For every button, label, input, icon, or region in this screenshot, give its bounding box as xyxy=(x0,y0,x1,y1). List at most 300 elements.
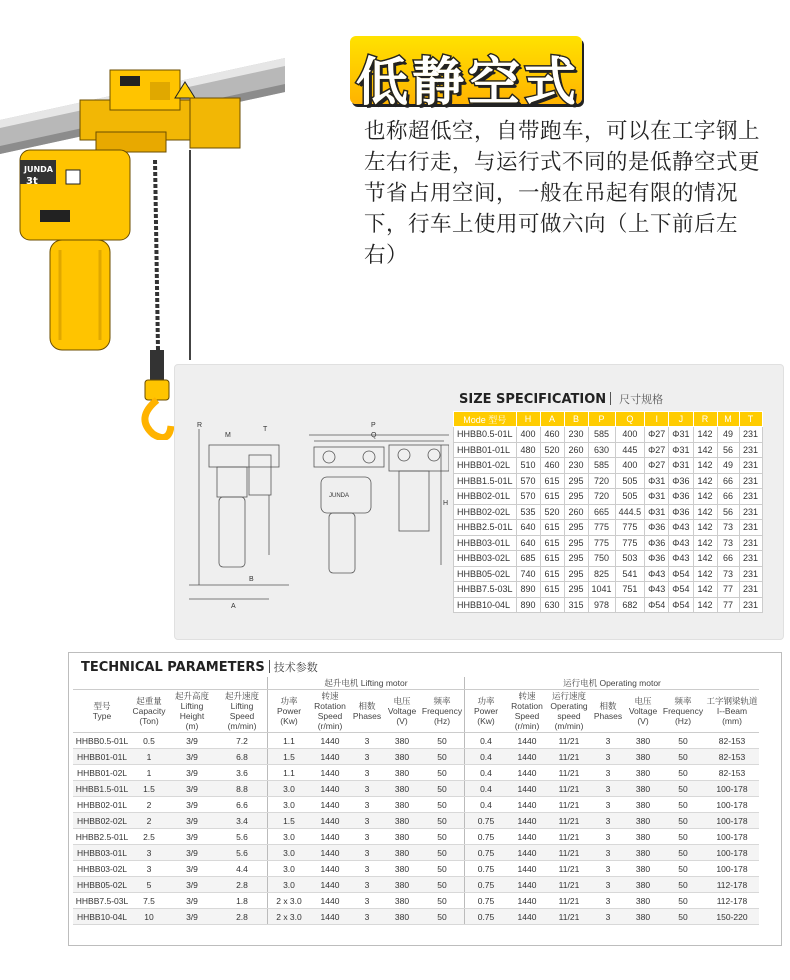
spec-cell: Φ31 xyxy=(669,427,693,443)
tech-cell: 380 xyxy=(625,733,661,749)
spec-cell: 231 xyxy=(739,520,762,536)
tech-cell: 10 xyxy=(131,909,167,925)
spec-cell: 460 xyxy=(540,427,564,443)
tech-cell: 1.1 xyxy=(268,733,311,749)
tech-cell: 50 xyxy=(661,749,705,765)
tech-cell: 1440 xyxy=(507,733,547,749)
tech-cell: 3 xyxy=(591,813,625,829)
spec-cell: Φ36 xyxy=(645,520,669,536)
tech-cell: 1.5 xyxy=(268,749,311,765)
spec-cell: 73 xyxy=(717,566,739,582)
tech-header-line: Rotation xyxy=(511,701,543,711)
tech-header-line: 电压 xyxy=(393,696,411,706)
tech-cell: 50 xyxy=(420,813,465,829)
tech-cell: 0.4 xyxy=(465,781,508,797)
spec-cell: 142 xyxy=(693,597,717,613)
tech-cell: 380 xyxy=(625,797,661,813)
tech-cell: 380 xyxy=(625,877,661,893)
tech-cell: HHBB02-02L xyxy=(73,813,131,829)
tech-cell: 4.4 xyxy=(217,861,268,877)
tech-cell: 1440 xyxy=(310,845,350,861)
size-spec-table xyxy=(453,411,763,613)
tech-cell: 1440 xyxy=(310,733,350,749)
spec-cell: 615 xyxy=(540,473,564,489)
tech-cell: 380 xyxy=(625,845,661,861)
tech-header-line: I--Beam xyxy=(716,706,748,716)
tech-cell: 380 xyxy=(625,909,661,925)
tech-cell: 11/21 xyxy=(547,893,591,909)
tech-cell: 3.0 xyxy=(268,877,311,893)
tech-cell: 3 xyxy=(350,781,384,797)
tech-cell: 3 xyxy=(591,781,625,797)
tech-cell: 3.0 xyxy=(268,781,311,797)
spec-cell: HHBB02-01L xyxy=(454,489,517,505)
tech-header-line: Operating xyxy=(550,701,588,711)
spec-cell: Φ54 xyxy=(669,582,693,598)
tech-cell: 1440 xyxy=(507,781,547,797)
tech-header-line: Type xyxy=(92,711,112,721)
tech-cell: 50 xyxy=(661,893,705,909)
spec-header-cell: H xyxy=(516,412,540,427)
spec-cell: HHBB01-01L xyxy=(454,442,517,458)
tech-header-cell xyxy=(507,690,547,733)
spec-cell: Φ27 xyxy=(645,427,669,443)
tech-cell: 5.6 xyxy=(217,829,268,845)
tech-cell: 11/21 xyxy=(547,909,591,925)
spec-cell: 503 xyxy=(615,551,645,567)
tech-header-line: 功率 xyxy=(280,696,298,706)
tech-title-en: TECHNICAL PARAMETERS xyxy=(81,660,265,675)
tech-cell: 50 xyxy=(420,893,465,909)
spec-cell: 978 xyxy=(588,597,615,613)
tech-cell: 50 xyxy=(661,765,705,781)
spec-cell: 260 xyxy=(564,504,588,520)
tech-cell: 3.0 xyxy=(268,861,311,877)
tech-cell: 1440 xyxy=(507,749,547,765)
tech-header-cell xyxy=(73,690,131,733)
tech-cell: 1440 xyxy=(507,845,547,861)
tech-header-line: Speed xyxy=(514,711,540,721)
tech-cell: 1440 xyxy=(507,829,547,845)
tech-header-line: Rotation xyxy=(314,701,346,711)
tech-header-line: (Kw) xyxy=(280,716,298,726)
spec-cell: HHBB0.5-01L xyxy=(454,427,517,443)
spec-cell: 56 xyxy=(717,504,739,520)
tech-cell: 0.4 xyxy=(465,797,508,813)
spec-cell: Φ43 xyxy=(645,566,669,582)
tech-cell: 380 xyxy=(625,893,661,909)
tech-cell: 0.5 xyxy=(131,733,167,749)
tech-cell: 3 xyxy=(350,797,384,813)
tech-header-line: Speed xyxy=(317,711,343,721)
spec-cell: Φ43 xyxy=(669,535,693,551)
spec-cell: 295 xyxy=(564,535,588,551)
spec-table-row xyxy=(454,458,763,474)
tech-header-line: Capacity xyxy=(132,706,166,716)
spec-header-cell: A xyxy=(540,412,564,427)
spec-cell: 142 xyxy=(693,566,717,582)
drawing-label-h: H xyxy=(443,500,449,507)
tech-cell: 82-153 xyxy=(705,749,759,765)
tech-cell: 3 xyxy=(350,733,384,749)
tech-header-cell xyxy=(350,690,384,733)
tech-header-cell xyxy=(131,690,167,733)
tech-header-cell xyxy=(591,690,625,733)
tech-cell: 1440 xyxy=(507,765,547,781)
tech-cell: 112-178 xyxy=(705,877,759,893)
tech-cell: 11/21 xyxy=(547,877,591,893)
tech-header-line: 频率 xyxy=(674,696,692,706)
tech-header-line: (m) xyxy=(185,721,199,731)
spec-cell: 615 xyxy=(540,582,564,598)
spec-cell: 231 xyxy=(739,427,762,443)
tech-cell: 3/9 xyxy=(167,797,217,813)
spec-cell: 260 xyxy=(564,442,588,458)
spec-cell: 230 xyxy=(564,427,588,443)
brand-label: JUNDA xyxy=(24,165,53,174)
tech-cell: 3 xyxy=(350,765,384,781)
tech-header-line: 起升高度 xyxy=(174,691,209,701)
spec-cell: 445 xyxy=(615,442,645,458)
tech-cell: 11/21 xyxy=(547,861,591,877)
tech-cell: 82-153 xyxy=(705,765,759,781)
tech-table-row xyxy=(73,845,759,861)
spec-cell: 142 xyxy=(693,442,717,458)
tech-header-cell xyxy=(661,690,705,733)
tech-cell: 50 xyxy=(420,861,465,877)
tech-cell: 380 xyxy=(384,749,420,765)
tech-table-row xyxy=(73,893,759,909)
tech-header-line: Phases xyxy=(352,711,382,721)
tech-cell: 1.8 xyxy=(217,893,268,909)
tech-cell: 380 xyxy=(625,749,661,765)
spec-cell: 142 xyxy=(693,551,717,567)
tech-cell: 3.0 xyxy=(268,797,311,813)
tech-cell: 3 xyxy=(591,733,625,749)
size-spec-title-en: SIZE SPECIFICATION xyxy=(459,392,607,407)
spec-cell: 630 xyxy=(588,442,615,458)
spec-cell: 615 xyxy=(540,535,564,551)
spec-cell: 585 xyxy=(588,427,615,443)
tech-cell: 3 xyxy=(591,765,625,781)
tech-cell: 100-178 xyxy=(705,845,759,861)
tech-cell: HHBB0.5-01L xyxy=(73,733,131,749)
tech-cell: 50 xyxy=(661,781,705,797)
tech-cell: HHBB01-01L xyxy=(73,749,131,765)
spec-header-cell: Mode 型号 xyxy=(454,412,517,427)
tech-cell: 11/21 xyxy=(547,781,591,797)
tech-cell: 3 xyxy=(591,845,625,861)
tech-cell: 0.75 xyxy=(465,877,508,893)
spec-cell: Φ43 xyxy=(645,582,669,598)
drawing-label-q: Q xyxy=(371,432,377,439)
tech-cell: 0.4 xyxy=(465,765,508,781)
tech-header-line: (m/min) xyxy=(227,721,257,731)
spec-cell: Φ36 xyxy=(669,473,693,489)
tech-header-line: 相数 xyxy=(599,701,617,711)
tech-cell: HHBB01-02L xyxy=(73,765,131,781)
tech-header-line: 频率 xyxy=(433,696,451,706)
tech-cell: 1.5 xyxy=(131,781,167,797)
spec-cell: 231 xyxy=(739,566,762,582)
tech-cell: 50 xyxy=(661,733,705,749)
spec-table-row xyxy=(454,442,763,458)
spec-cell: 295 xyxy=(564,566,588,582)
tech-cell: 3 xyxy=(350,813,384,829)
tech-cell: 3/9 xyxy=(167,765,217,781)
tech-cell: 50 xyxy=(420,733,465,749)
spec-cell: HHBB1.5-01L xyxy=(454,473,517,489)
tech-cell: 380 xyxy=(625,829,661,845)
product-description: 也称超低空，自带跑车，可以在工字钢上左右行走，与运行式不同的是低静空式更节省占用空间，一般在吊起有限的情况下，行车上使用可做六向（上下前后左右） xyxy=(364,119,761,268)
tech-header-cell xyxy=(547,690,591,733)
tech-cell: 50 xyxy=(420,877,465,893)
spec-cell: 685 xyxy=(516,551,540,567)
tech-header-line: 相数 xyxy=(358,701,376,711)
dimension-drawings xyxy=(179,415,449,635)
spec-cell: 142 xyxy=(693,427,717,443)
capacity-badge: 3t xyxy=(26,176,38,187)
spec-cell: 231 xyxy=(739,582,762,598)
tech-cell: 3 xyxy=(591,877,625,893)
spec-header-cell: Q xyxy=(615,412,645,427)
tech-header-cell xyxy=(625,690,661,733)
tech-cell: 1440 xyxy=(310,813,350,829)
spec-cell: 1041 xyxy=(588,582,615,598)
tech-header-line: (Hz) xyxy=(674,716,692,726)
spec-cell: 142 xyxy=(693,520,717,536)
spec-cell: Φ31 xyxy=(645,489,669,505)
tech-header-line: Lifting Speed xyxy=(229,701,255,721)
spec-cell: 615 xyxy=(540,551,564,567)
spec-table-row xyxy=(454,427,763,443)
spec-cell: 66 xyxy=(717,473,739,489)
tech-table-row xyxy=(73,765,759,781)
tech-cell: 2.8 xyxy=(217,877,268,893)
spec-cell: 400 xyxy=(516,427,540,443)
tech-cell: 1440 xyxy=(310,781,350,797)
tech-cell: 3 xyxy=(350,909,384,925)
tech-cell: 380 xyxy=(384,813,420,829)
tech-cell: 11/21 xyxy=(547,845,591,861)
tech-cell: 50 xyxy=(661,909,705,925)
tech-cell: 380 xyxy=(625,781,661,797)
tech-header-cell xyxy=(268,690,311,733)
drawing-label-r: R xyxy=(197,422,203,429)
tech-header-line: Voltage xyxy=(628,706,658,716)
tech-cell: 50 xyxy=(420,829,465,845)
tech-cell: 3 xyxy=(350,893,384,909)
spec-table-row xyxy=(454,520,763,536)
spec-cell: 231 xyxy=(739,535,762,551)
tech-header-line: 功率 xyxy=(477,696,495,706)
tech-cell: 2.5 xyxy=(131,829,167,845)
tech-cell: 1440 xyxy=(507,813,547,829)
tech-cell: 0.75 xyxy=(465,845,508,861)
tech-cell: 2 xyxy=(131,797,167,813)
spec-cell: 775 xyxy=(615,535,645,551)
spec-table-row xyxy=(454,551,763,567)
tech-cell: 1440 xyxy=(507,909,547,925)
tech-header-line: (m/min) xyxy=(554,721,584,731)
spec-cell: 570 xyxy=(516,473,540,489)
tech-cell: 380 xyxy=(625,813,661,829)
tech-cell: 3/9 xyxy=(167,861,217,877)
tech-cell: 0.4 xyxy=(465,749,508,765)
tech-cell: 3/9 xyxy=(167,845,217,861)
spec-header-cell: M xyxy=(717,412,739,427)
spec-cell: 315 xyxy=(564,597,588,613)
spec-cell: Φ31 xyxy=(669,458,693,474)
tech-cell: 3 xyxy=(591,861,625,877)
tech-table-row xyxy=(73,781,759,797)
tech-cell: 11/21 xyxy=(547,829,591,845)
spec-cell: 740 xyxy=(516,566,540,582)
spec-table-row xyxy=(454,473,763,489)
spec-cell: 142 xyxy=(693,535,717,551)
tech-cell: 50 xyxy=(661,797,705,813)
tech-cell: 0.75 xyxy=(465,909,508,925)
tech-header-cell xyxy=(217,690,268,733)
tech-cell: 1 xyxy=(131,765,167,781)
tech-cell: 1440 xyxy=(310,829,350,845)
tech-cell: 3 xyxy=(350,749,384,765)
tech-cell: 3 xyxy=(591,893,625,909)
tech-cell: 100-178 xyxy=(705,861,759,877)
spec-cell: 480 xyxy=(516,442,540,458)
tech-cell: 1 xyxy=(131,749,167,765)
tech-cell: 100-178 xyxy=(705,781,759,797)
drawing-label-b: B xyxy=(249,576,254,583)
tech-cell: 2 x 3.0 xyxy=(268,893,311,909)
spec-cell: 295 xyxy=(564,520,588,536)
size-spec-title xyxy=(459,391,663,407)
tech-cell: HHBB05-02L xyxy=(73,877,131,893)
spec-cell: 640 xyxy=(516,520,540,536)
spec-cell: Φ31 xyxy=(645,504,669,520)
spec-cell: 751 xyxy=(615,582,645,598)
tech-cell: 380 xyxy=(384,909,420,925)
tech-header-line: 型号 xyxy=(93,701,111,711)
page-title: 低静空式 xyxy=(356,53,581,113)
tech-cell: 3/9 xyxy=(167,813,217,829)
tech-cell: 7.5 xyxy=(131,893,167,909)
tech-header-line: (mm) xyxy=(722,716,742,726)
tech-cell: 50 xyxy=(420,909,465,925)
spec-cell: 640 xyxy=(516,535,540,551)
tech-cell: 3 xyxy=(350,877,384,893)
tech-cell: 380 xyxy=(384,893,420,909)
tech-cell: 11/21 xyxy=(547,813,591,829)
drawing-label-t: T xyxy=(263,426,268,433)
tech-cell: 3 xyxy=(591,797,625,813)
lifting-motor-group-header: 起升电机 Lifting motor xyxy=(268,677,465,690)
spec-table-row xyxy=(454,597,763,613)
spec-cell: HHBB03-02L xyxy=(454,551,517,567)
spec-cell: 295 xyxy=(564,551,588,567)
tech-header-line: Voltage xyxy=(387,706,417,716)
tech-cell: 3 xyxy=(591,749,625,765)
tech-cell: 100-178 xyxy=(705,797,759,813)
spec-cell: 77 xyxy=(717,597,739,613)
spec-cell: 400 xyxy=(615,458,645,474)
spec-cell: 56 xyxy=(717,442,739,458)
spec-cell: 520 xyxy=(540,504,564,520)
spec-header-cell: R xyxy=(693,412,717,427)
tech-header-line: 转速 xyxy=(321,691,339,701)
tech-cell: 380 xyxy=(384,797,420,813)
tech-cell: 50 xyxy=(420,797,465,813)
tech-cell: 50 xyxy=(661,861,705,877)
tech-cell: 2 xyxy=(131,813,167,829)
tech-cell: 3.0 xyxy=(268,845,311,861)
tech-cell: 8.8 xyxy=(217,781,268,797)
tech-cell: HHBB03-02L xyxy=(73,861,131,877)
tech-header-cell xyxy=(310,690,350,733)
tech-header-line: (Hz) xyxy=(433,716,451,726)
spec-cell: 295 xyxy=(564,489,588,505)
spec-cell: HHBB2.5-01L xyxy=(454,520,517,536)
tech-header-line: Frequency xyxy=(421,706,463,716)
tech-cell: HHBB02-01L xyxy=(73,797,131,813)
tech-cell: HHBB1.5-01L xyxy=(73,781,131,797)
spec-cell: 230 xyxy=(564,458,588,474)
spec-cell: 66 xyxy=(717,489,739,505)
tech-cell: 6.8 xyxy=(217,749,268,765)
tech-cell: 50 xyxy=(661,845,705,861)
tech-cell: 3.6 xyxy=(217,765,268,781)
tech-header-line: 起重量 xyxy=(136,696,162,706)
spec-cell: Φ54 xyxy=(645,597,669,613)
spec-cell: 49 xyxy=(717,458,739,474)
spec-cell: HHBB03-01L xyxy=(454,535,517,551)
tech-header-cell xyxy=(420,690,465,733)
tech-header-line: (Ton) xyxy=(139,716,159,726)
drawing-label-m: M xyxy=(225,432,231,439)
tech-cell: 1440 xyxy=(310,797,350,813)
tech-cell: 3/9 xyxy=(167,749,217,765)
spec-table-row xyxy=(454,582,763,598)
tech-cell: 82-153 xyxy=(705,733,759,749)
tech-params-table xyxy=(73,677,759,925)
spec-cell: HHBB02-02L xyxy=(454,504,517,520)
tech-cell: 1440 xyxy=(507,893,547,909)
spec-table-row xyxy=(454,504,763,520)
tech-cell: 50 xyxy=(661,813,705,829)
spec-cell: 231 xyxy=(739,504,762,520)
tech-table-row xyxy=(73,877,759,893)
spec-cell: 142 xyxy=(693,473,717,489)
tech-cell: 380 xyxy=(384,829,420,845)
tech-cell: HHBB2.5-01L xyxy=(73,829,131,845)
spec-cell: 775 xyxy=(615,520,645,536)
tech-header-cell xyxy=(167,690,217,733)
tech-cell: 380 xyxy=(384,877,420,893)
spec-cell: 890 xyxy=(516,582,540,598)
spec-cell: 142 xyxy=(693,504,717,520)
spec-cell: 520 xyxy=(540,442,564,458)
spec-cell: 77 xyxy=(717,582,739,598)
tech-cell: 3 xyxy=(350,845,384,861)
tech-title xyxy=(81,659,318,675)
tech-cell: 1.1 xyxy=(268,765,311,781)
tech-header-line: 工字钢梁轨道 xyxy=(706,696,758,706)
tech-cell: 3/9 xyxy=(167,877,217,893)
tech-cell: 3/9 xyxy=(167,733,217,749)
tech-table-row xyxy=(73,829,759,845)
tech-cell: 1440 xyxy=(310,749,350,765)
tech-cell: 1440 xyxy=(310,877,350,893)
